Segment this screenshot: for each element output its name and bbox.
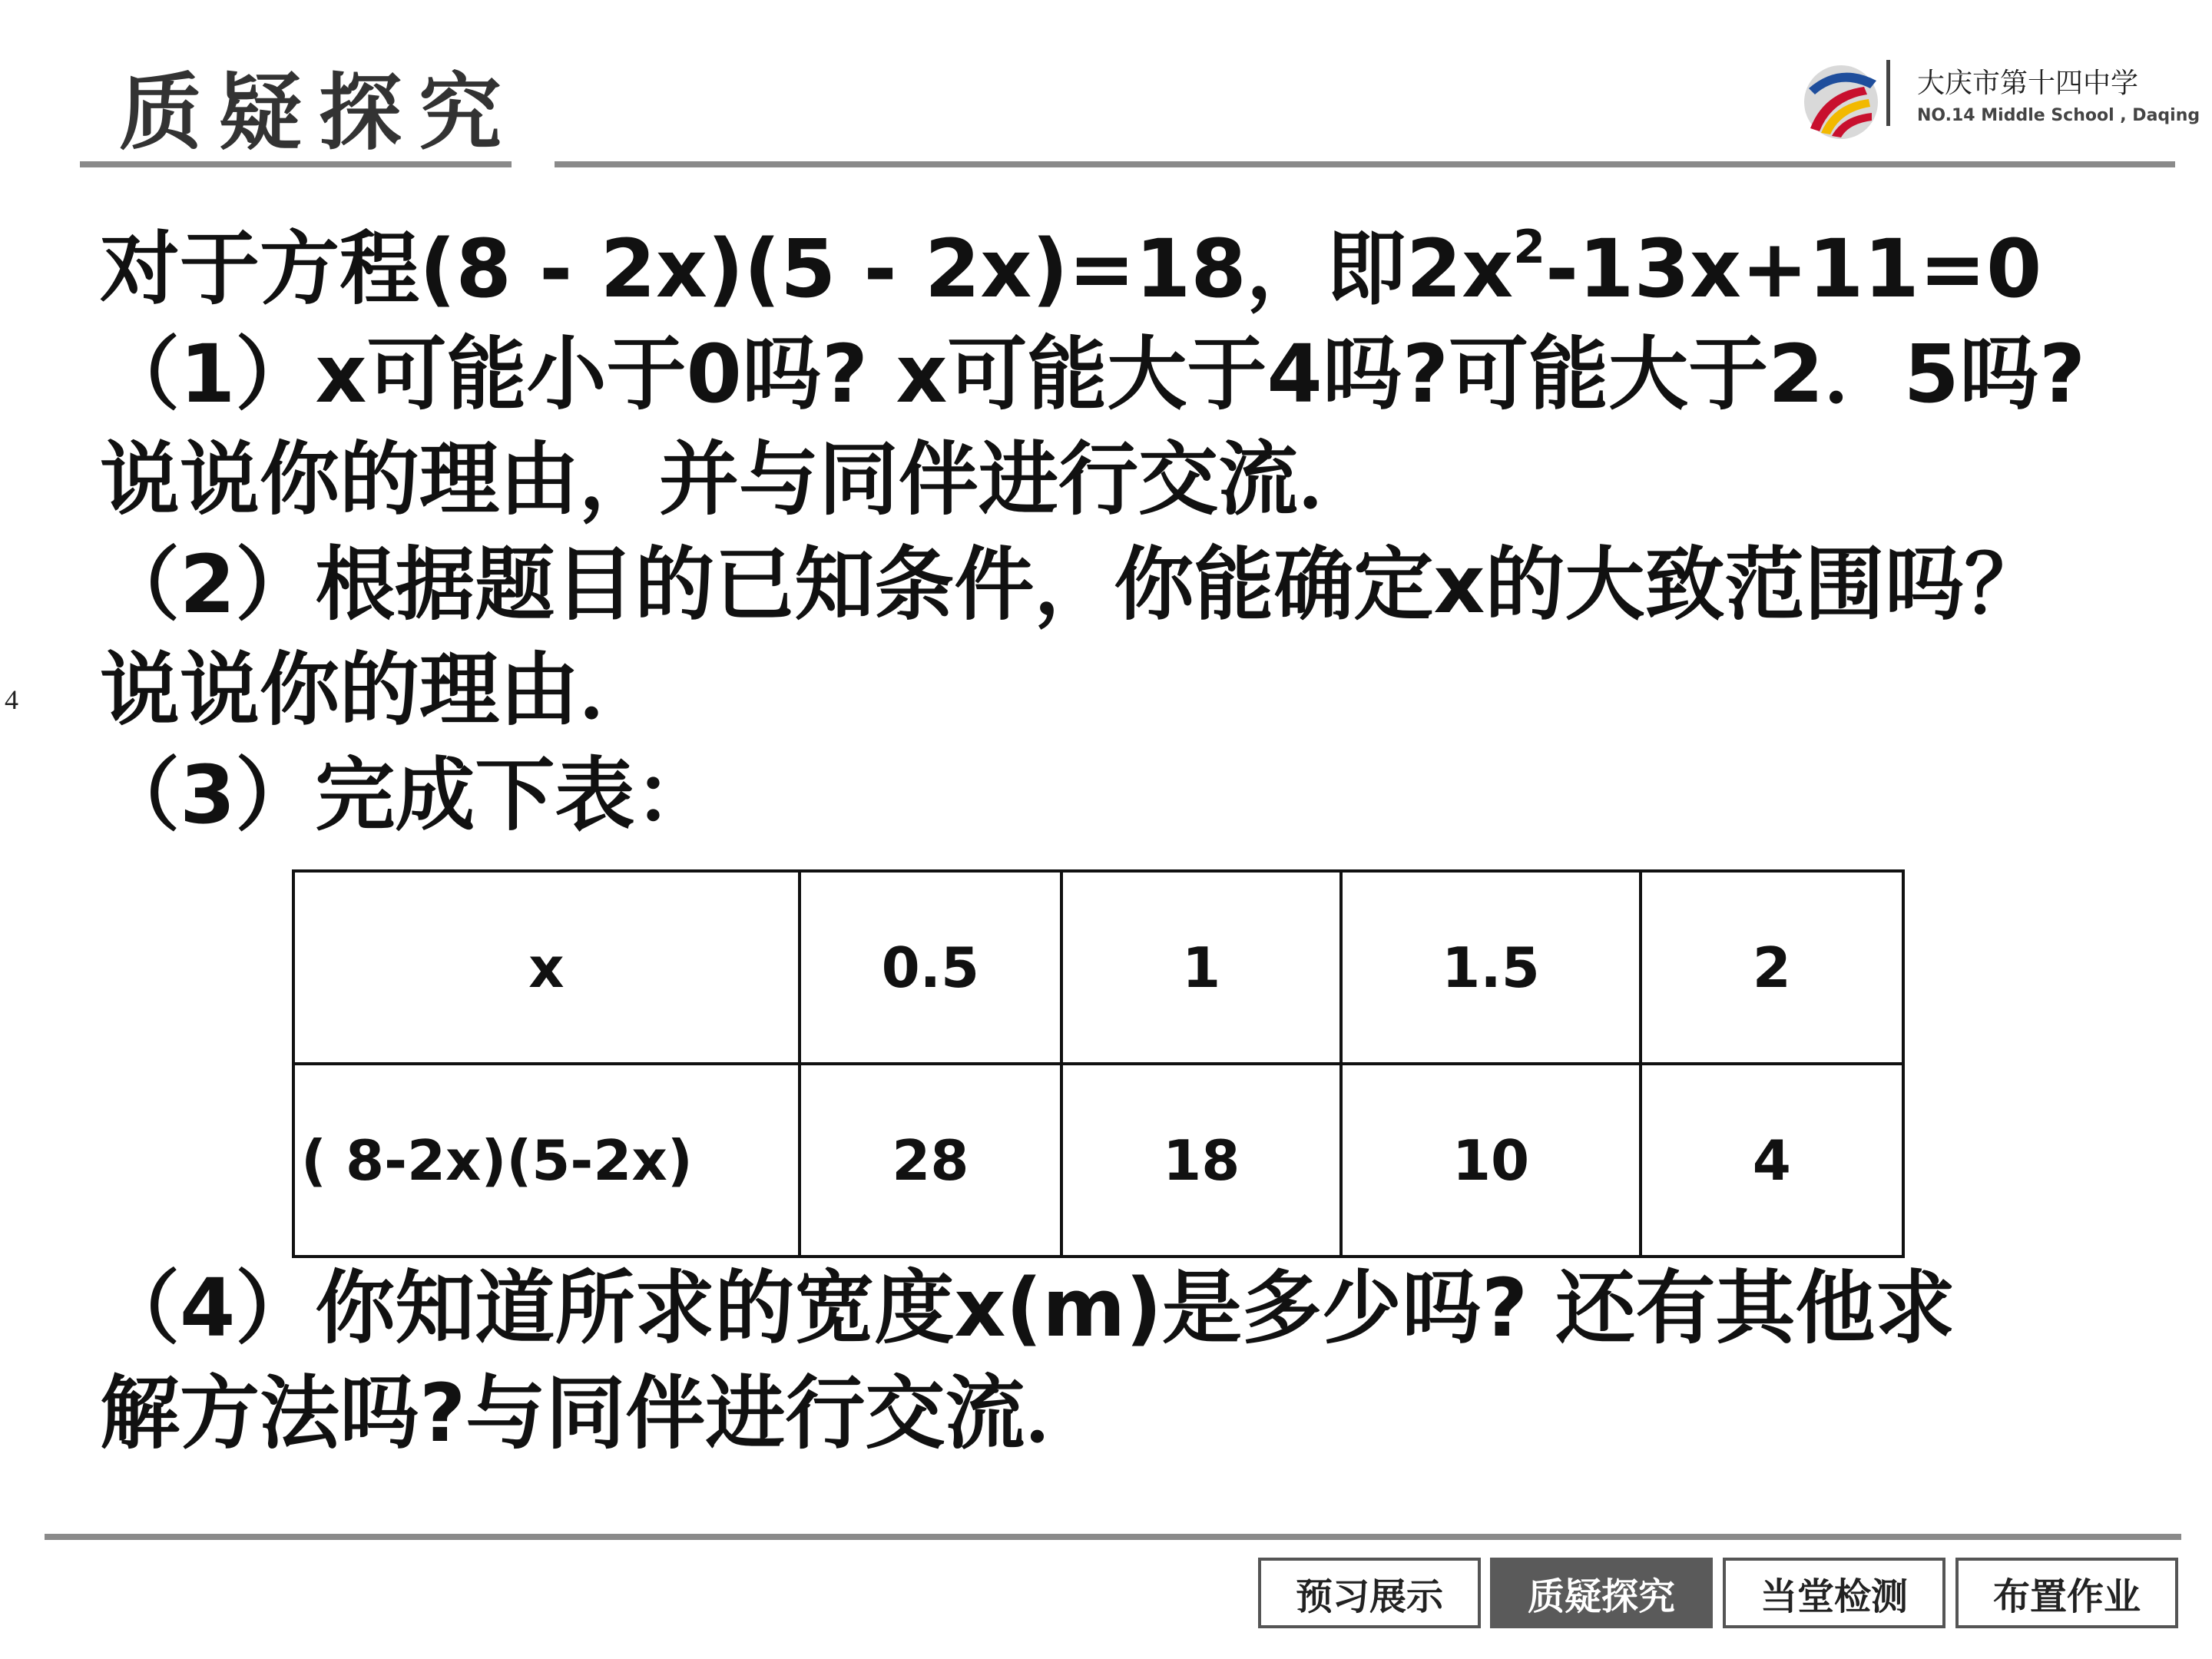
table-cell-result: 10 (1341, 1064, 1640, 1257)
table-row-label-x: x (293, 871, 800, 1064)
question-2-line-2: 说说你的理由． (100, 643, 660, 737)
header-rule-right (555, 161, 2175, 167)
question-2-line-1: （2）根据题目的已知条件，你能确定x的大致范围吗？ (100, 538, 2045, 631)
table-cell-result: 28 (800, 1064, 1061, 1257)
page-title: 质疑探究 (119, 65, 519, 161)
nav-button-inquiry[interactable]: 质疑探究 (1490, 1558, 1713, 1628)
table-row (293, 871, 1903, 1064)
header-rule-left (80, 161, 512, 167)
question-4-line-1: （4）你知道所求的宽度x(m)是多少吗? 还有其他求 (100, 1261, 1955, 1355)
table-cell-x: 2 (1641, 871, 1903, 1064)
table-row (293, 1064, 1903, 1257)
question-1-line-2: 说说你的理由，并与同伴进行交流． (100, 432, 1379, 526)
nav-button-classroom-test[interactable]: 当堂检测 (1723, 1558, 1945, 1628)
question-4-line-2: 解方法吗?与同伴进行交流． (100, 1366, 1105, 1460)
question-4-text (100, 1256, 2189, 1466)
table-cell-x: 1.5 (1341, 871, 1640, 1064)
equation-prefix: 对于方程(8 - 2x)(5 - 2x)=18，即2x (100, 222, 1514, 316)
table-row-label-product: ( 8-2x)(5-2x) (293, 1064, 800, 1257)
table-cell-x: 1 (1061, 871, 1341, 1064)
table-cell-x: 0.5 (800, 871, 1061, 1064)
nav-button-homework[interactable]: 布置作业 (1955, 1558, 2178, 1628)
nav-button-preview[interactable]: 预习展示 (1258, 1558, 1481, 1628)
value-table (292, 869, 1905, 1258)
side-page-number: 4 (5, 684, 18, 715)
footer-rule (45, 1534, 2181, 1540)
problem-text (100, 217, 2189, 848)
school-name-en: NO.14 Middle School , Daqing (1917, 106, 2200, 125)
school-name: 大庆市第十四中学 (1917, 68, 2139, 99)
question-3-line-1: （3）完成下表： (100, 748, 715, 842)
school-logo-icon (1793, 58, 1889, 142)
equation-suffix: -13x+11=0 (1545, 222, 2042, 316)
logo-divider (1886, 60, 1890, 126)
question-1-line-1: （1）x可能小于0吗? x可能大于4吗?可能大于2．5吗? (100, 327, 2086, 421)
equation-line (100, 217, 2189, 322)
table-cell-result: 18 (1061, 1064, 1341, 1257)
table-cell-result: 4 (1641, 1064, 1903, 1257)
equation-exponent: 2 (1513, 220, 1545, 274)
